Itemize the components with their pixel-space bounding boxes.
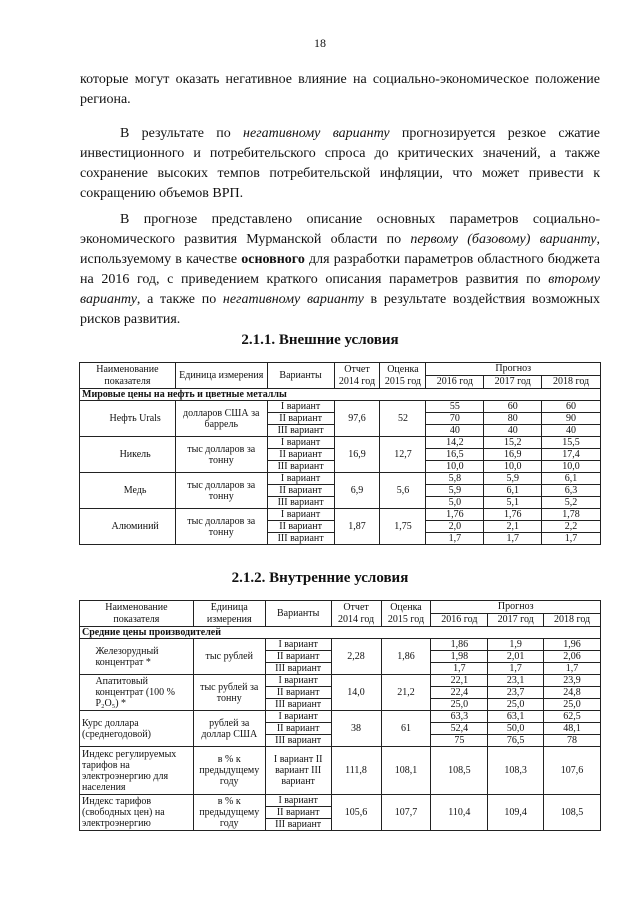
external-conditions-table (79, 362, 601, 545)
row-unit: в % к предыдущему году (193, 795, 265, 831)
variant: I вариант (265, 795, 331, 807)
report-value: 1,87 (334, 509, 380, 545)
variant: I вариант (265, 711, 331, 723)
variant: II вариант (267, 413, 334, 425)
page-number: 18 (314, 36, 326, 50)
variant: III вариант (265, 663, 331, 675)
header-unit: Единица измерения (193, 601, 265, 627)
forecast-value: 1,7 (426, 533, 484, 545)
variant: II вариант (267, 521, 334, 533)
forecast-value: 2,01 (488, 651, 544, 663)
forecast-value: 48,1 (544, 723, 601, 735)
table-row (80, 711, 601, 723)
forecast-value: 76,5 (488, 735, 544, 747)
forecast-value: 108,3 (488, 747, 544, 795)
forecast-value: 55 (426, 401, 484, 413)
row-unit: тыс рублей за тонну (193, 675, 265, 711)
forecast-value: 70 (426, 413, 484, 425)
table-row (80, 747, 601, 795)
variant: III вариант (265, 819, 331, 831)
header-report: Отчет 2014 год (331, 601, 381, 627)
row-name: Апатитовый концентрат (100 % P₂O₅) * (93, 675, 193, 711)
forecast-value: 1,76 (484, 509, 542, 521)
forecast-value: 17,4 (542, 449, 601, 461)
forecast-value: 2,1 (484, 521, 542, 533)
forecast-value: 50,0 (488, 723, 544, 735)
report-value: 111,8 (331, 747, 381, 795)
forecast-value: 63,1 (488, 711, 544, 723)
row-unit: тыс долларов за тонну (175, 473, 267, 509)
forecast-value: 40 (484, 425, 542, 437)
header-2018: 2018 год (544, 614, 601, 627)
row-name: Железорудный концентрат * (93, 639, 193, 675)
estimate-value: 61 (381, 711, 431, 747)
variant: III вариант (267, 533, 334, 545)
header-2016: 2016 год (426, 376, 484, 389)
forecast-value: 60 (542, 401, 601, 413)
forecast-value: 108,5 (544, 795, 601, 831)
table-row (80, 509, 601, 521)
forecast-value: 75 (431, 735, 488, 747)
header-2017: 2017 год (484, 376, 542, 389)
forecast-value: 22,4 (431, 687, 488, 699)
row-name: Индекс тарифов (свободных цен) на электроэнергию (80, 795, 194, 831)
forecast-value: 6,1 (484, 485, 542, 497)
estimate-value: 1,86 (381, 639, 431, 675)
header-report: Отчет 2014 год (334, 363, 380, 389)
table-row (80, 473, 601, 485)
forecast-value: 6,1 (542, 473, 601, 485)
table-row (80, 795, 601, 807)
forecast-value: 1,7 (484, 533, 542, 545)
variant: I вариант (267, 401, 334, 413)
forecast-value: 63,3 (431, 711, 488, 723)
header-name: Наименование показателя (80, 363, 176, 389)
heading-internal-conditions: 2.1.2. Внутренние условия (231, 570, 409, 586)
forecast-value: 1,86 (431, 639, 488, 651)
header-forecast: Прогноз (426, 363, 601, 376)
variant: I вариант (267, 473, 334, 485)
forecast-value: 23,1 (488, 675, 544, 687)
header-forecast: Прогноз (431, 601, 601, 614)
forecast-value: 1,7 (544, 663, 601, 675)
estimate-value: 5,6 (380, 473, 426, 509)
forecast-value: 90 (542, 413, 601, 425)
table-row (80, 401, 601, 413)
forecast-value: 80 (484, 413, 542, 425)
internal-conditions-table (79, 600, 601, 831)
forecast-value: 15,2 (484, 437, 542, 449)
forecast-value: 107,6 (544, 747, 601, 795)
variant: II вариант (267, 449, 334, 461)
paragraph-continuation: которые могут оказать негативное влияние на социально-экономическое положение региона. (80, 72, 600, 107)
estimate-value: 52 (380, 401, 426, 437)
header-2017: 2017 год (488, 614, 544, 627)
forecast-value: 1,7 (431, 663, 488, 675)
variant: I вариант (265, 675, 331, 687)
row-unit: тыс долларов за тонну (175, 509, 267, 545)
variant: III вариант (267, 461, 334, 473)
forecast-value: 1,78 (542, 509, 601, 521)
variant: II вариант (265, 723, 331, 735)
report-value: 6,9 (334, 473, 380, 509)
variant: III вариант (265, 699, 331, 711)
forecast-value: 25,0 (544, 699, 601, 711)
paragraph-forecast-description: В прогнозе представлено описание основных параметров социально-экономического развития Мурманской области по первому (базовому) варианту, используемому в качестве основного для разработки параметров областного бюджета на 2016 год, с приведением краткого описания параметров развития по второму варианту, а также по негативному варианту в результате воздействия возможных рисков развития. (80, 212, 600, 327)
variant: III вариант (267, 497, 334, 509)
forecast-value: 24,8 (544, 687, 601, 699)
forecast-value: 1,76 (426, 509, 484, 521)
variant: III вариант (267, 425, 334, 437)
forecast-value: 109,4 (488, 795, 544, 831)
variants-list: I вариант II вариант III вариант (265, 747, 331, 795)
row-name: Курс доллара (среднегодовой) (80, 711, 194, 747)
forecast-value: 23,7 (488, 687, 544, 699)
header-variants: Варианты (267, 363, 334, 389)
row-unit: в % к предыдущему году (193, 747, 265, 795)
forecast-value: 1,9 (488, 639, 544, 651)
forecast-value: 15,5 (542, 437, 601, 449)
variant: I вариант (267, 509, 334, 521)
forecast-value: 1,7 (488, 663, 544, 675)
forecast-value: 5,1 (484, 497, 542, 509)
section-row: Средние цены производителей (80, 627, 601, 639)
header-estimate: Оценка 2015 год (380, 363, 426, 389)
estimate-value: 12,7 (380, 437, 426, 473)
forecast-value: 10,0 (542, 461, 601, 473)
forecast-value: 10,0 (426, 461, 484, 473)
forecast-value: 2,2 (542, 521, 601, 533)
forecast-value: 40 (542, 425, 601, 437)
row-name: Никель (95, 437, 175, 473)
forecast-value: 110,4 (431, 795, 488, 831)
forecast-value: 78 (544, 735, 601, 747)
paragraph-negative-scenario: В результате по негативному варианту прогнозируется резкое сжатие инвестиционного и потребительского спроса до критических значений, а также сохранение высоких темпов потребительской инфляции, что может привести к сокращению объемов ВРП. (80, 126, 600, 201)
report-value: 14,0 (331, 675, 381, 711)
forecast-value: 5,0 (426, 497, 484, 509)
variant: II вариант (267, 485, 334, 497)
forecast-value: 2,06 (544, 651, 601, 663)
row-name: Алюминий (95, 509, 175, 545)
table-row (80, 639, 601, 651)
row-unit: тыс рублей (193, 639, 265, 675)
estimate-value: 108,1 (381, 747, 431, 795)
forecast-value: 23,9 (544, 675, 601, 687)
forecast-value: 5,8 (426, 473, 484, 485)
forecast-value: 10,0 (484, 461, 542, 473)
estimate-value: 107,7 (381, 795, 431, 831)
forecast-value: 52,4 (431, 723, 488, 735)
header-2016: 2016 год (431, 614, 488, 627)
report-value: 16,9 (334, 437, 380, 473)
forecast-value: 22,1 (431, 675, 488, 687)
header-variants: Варианты (265, 601, 331, 627)
table-row (80, 675, 601, 687)
section-row: Мировые цены на нефть и цветные металлы (80, 389, 601, 401)
estimate-value: 21,2 (381, 675, 431, 711)
forecast-value: 6,3 (542, 485, 601, 497)
forecast-value: 16,5 (426, 449, 484, 461)
report-value: 2,28 (331, 639, 381, 675)
forecast-value: 25,0 (488, 699, 544, 711)
forecast-value: 5,9 (426, 485, 484, 497)
header-2018: 2018 год (542, 376, 601, 389)
forecast-value: 62,5 (544, 711, 601, 723)
header-name: Наименование показателя (80, 601, 194, 627)
header-estimate: Оценка 2015 год (381, 601, 431, 627)
forecast-value: 25,0 (431, 699, 488, 711)
forecast-value: 1,98 (431, 651, 488, 663)
report-value: 97,6 (334, 401, 380, 437)
forecast-value: 16,9 (484, 449, 542, 461)
report-value: 38 (331, 711, 381, 747)
row-name: Нефть Urals (95, 401, 175, 437)
forecast-value: 14,2 (426, 437, 484, 449)
variant: II вариант (265, 807, 331, 819)
row-unit: долларов США за баррель (175, 401, 267, 437)
forecast-value: 60 (484, 401, 542, 413)
table-row (80, 437, 601, 449)
row-unit: рублей за доллар США (193, 711, 265, 747)
variant: III вариант (265, 735, 331, 747)
row-name: Индекс регулируемых тарифов на электроэнергию для населения (80, 747, 194, 795)
report-value: 105,6 (331, 795, 381, 831)
estimate-value: 1,75 (380, 509, 426, 545)
forecast-value: 2,0 (426, 521, 484, 533)
variant: I вариант (265, 639, 331, 651)
forecast-value: 1,7 (542, 533, 601, 545)
row-name: Медь (95, 473, 175, 509)
forecast-value: 108,5 (431, 747, 488, 795)
row-unit: тыс долларов за тонну (175, 437, 267, 473)
forecast-value: 5,2 (542, 497, 601, 509)
variant: II вариант (265, 687, 331, 699)
forecast-value: 1,96 (544, 639, 601, 651)
header-unit: Единица измерения (175, 363, 267, 389)
forecast-value: 5,9 (484, 473, 542, 485)
heading-external-conditions: 2.1.1. Внешние условия (241, 332, 399, 348)
variant: II вариант (265, 651, 331, 663)
variant: I вариант (267, 437, 334, 449)
forecast-value: 40 (426, 425, 484, 437)
